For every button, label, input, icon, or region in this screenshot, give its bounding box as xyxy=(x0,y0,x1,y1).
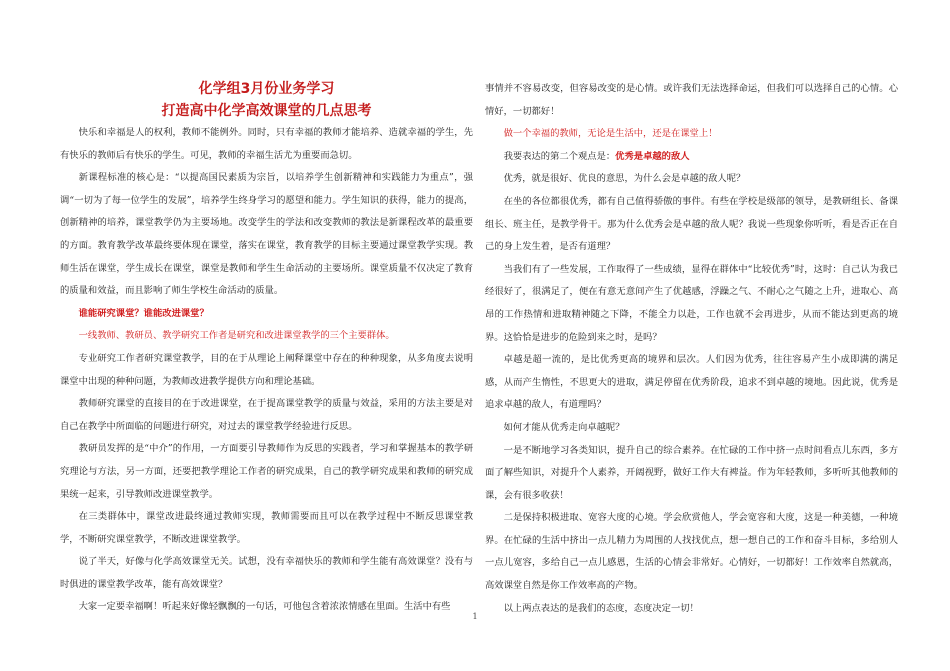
right-column xyxy=(485,78,898,620)
paragraph: 教研员发挥的是“中介”的作用，一方面要引导教师作为反思的实践者，学习和掌握基本的教学研究理论与方法，另一方面，还要把教学理论工作者的研究成果，自己的教学研究成果和教师的研究成果统一起来，引导教师改进课堂教学。 xyxy=(60,443,473,500)
left-column xyxy=(60,78,473,619)
paragraph: 说了半天，好像与化学高效课堂无关。试想，没有幸福快乐的教师和学生能有高效课堂？没有与时俱进的课堂教学改革，能有高效课堂？ xyxy=(60,556,473,590)
paragraph: 新课程标准的核心是：“以提高国民素质为宗旨，以培养学生创新精神和实践能力为重点”，强调“一切为了每一位学生的发展”，培养学生终身学习的愿望和能力。学生知识的获得，能力的提高，创新精神的培养，课堂教学仍为主要场地。改变学生的学法和改变教师的教法是新课程改革的最重要的方面。教育教学改革最终要体现在课堂，落实在课堂，教育教学的目标主要通过课堂教学实现。教师生活在课堂，学生成长在课堂，课堂是教师和学生生命活动的主要场所。课堂质量不仅决定了教育的质量和效益，而且影响了师生学校生命活动的质量。 xyxy=(60,172,473,297)
paragraph: 二是保持积极进取、宽容大度的心境。学会欣赏他人，学会宽容和大度，这是一种美德，一种境界。在忙碌的生活中挤出一点儿精力为周围的人找找优点，想一想自己的工作和奋斗目标，多给别人一点儿宽容，多给自己一点儿感恩，生活的心情会非常好。心情好，一切都好！工作效率自然就高，高效课堂自然是你工作效率高的产物。 xyxy=(485,512,898,592)
paragraph: 大家一定要幸福啊！听起来好像轻飘飘的一句话，可他包含着浓浓情感在里面。生活中有些 xyxy=(78,601,451,613)
paragraph: 在坐的各位都很优秀，都有自己值得骄傲的事件。有些在学校是级部的领导，是教研组长、备课组长、班主任，是教学骨干。那为什么优秀会是卓越的敌人呢？我说一些现象你听听，看是否正在自己的身上发生着，是否有道理？ xyxy=(485,195,898,253)
document-title-line1: 化学组3月份业务学习 xyxy=(198,81,335,97)
highlighted-paragraph: 做一个幸福的教师，无论是生活中，还是在课堂上！ xyxy=(503,128,718,140)
paragraph: 卓越是超一流的，是比优秀更高的境界和层次。人们因为优秀，往往容易产生小成即满的满足感，从而产生惰性，不思更大的进取，满足停留在优秀阶段，追求不到卓越的境地。因此说，优秀是追求卓越的敌人，有道理吗？ xyxy=(485,354,898,411)
paragraph: 当我们有了一些发展，工作取得了一些成绩，显得在群体中“比较优秀”时，这时：自己认为我已经很好了，很满足了，便在有意无意间产生了优越感，浮躁之气、不耐心之气随之上升，进取心、高昂的工作热情和进取精神随之下降，不能全力以赴，工作也就不会再进步，从而不能达到更高的境界。这恰恰是进步的危险到来之时，是吗？ xyxy=(485,263,898,343)
paragraph: 优秀，就是很好、优良的意思，为什么会是卓越的敌人呢？ xyxy=(503,173,746,185)
paragraph: 快乐和幸福是人的权利，教师不能例外。同时，只有幸福的教师才能培养、造就幸福的学生，先有快乐的教师后有快乐的学生。可见，教师的幸福生活尤为重要而急切。 xyxy=(60,127,473,161)
section-heading: 谁能研究课堂？谁能改进课堂？ xyxy=(78,307,209,319)
document-title-line2: 打造高中化学高效课堂的几点思考 xyxy=(161,103,372,119)
page-number: 1 xyxy=(472,612,478,621)
paragraph: 以上两点表达的是我们的态度，态度决定一切！ xyxy=(503,602,699,614)
paragraph: 教师研究课堂的直接目的在于改进课堂，在于提高课堂教学的质量与效益，采用的方法主要是对自己在教学中所面临的问题进行研究，对过去的课堂教学经验进行反思。 xyxy=(60,398,473,432)
paragraph: 专业研究工作者研究课堂教学，目的在于从理论上阐释课堂中存在的种种现象，从多角度去说明课堂中出现的种种问题，为教师改进教学提供方向和理论基础。 xyxy=(60,352,473,387)
paragraph-prefix: 我要表达的第二个观点是： xyxy=(503,150,616,162)
paragraph: 一是不断地学习各类知识，提升自己的综合素养。在忙碌的工作中挤一点时间看点儿东西，多方面了解些知识，对提升个人素养，开阔视野，做好工作大有裨益。作为年轻教师，多听听其他教师的课，会有很多收获！ xyxy=(485,444,898,501)
paragraph: 如何才能从优秀走向卓越呢？ xyxy=(503,421,625,433)
emphasis-text: 优秀是卓越的敌人 xyxy=(615,150,690,162)
paragraph: 在三类群体中，课堂改进最终通过教师实现，教师需要而且可以在教学过程中不断反思课堂教学，不断研究课堂教学，不断改进课堂教学。 xyxy=(60,511,473,545)
paragraph: 事情并不容易改变，但容易改变的是心情。或许我们无法选择命运，但我们可以选择自己的心情。心情好，一切都好！ xyxy=(485,83,898,117)
paragraph-with-emphasis xyxy=(485,146,898,169)
highlighted-paragraph: 一线教师、教研员、教学研究工作者是研究和改进课堂教学的三个主要群体。 xyxy=(78,330,395,342)
